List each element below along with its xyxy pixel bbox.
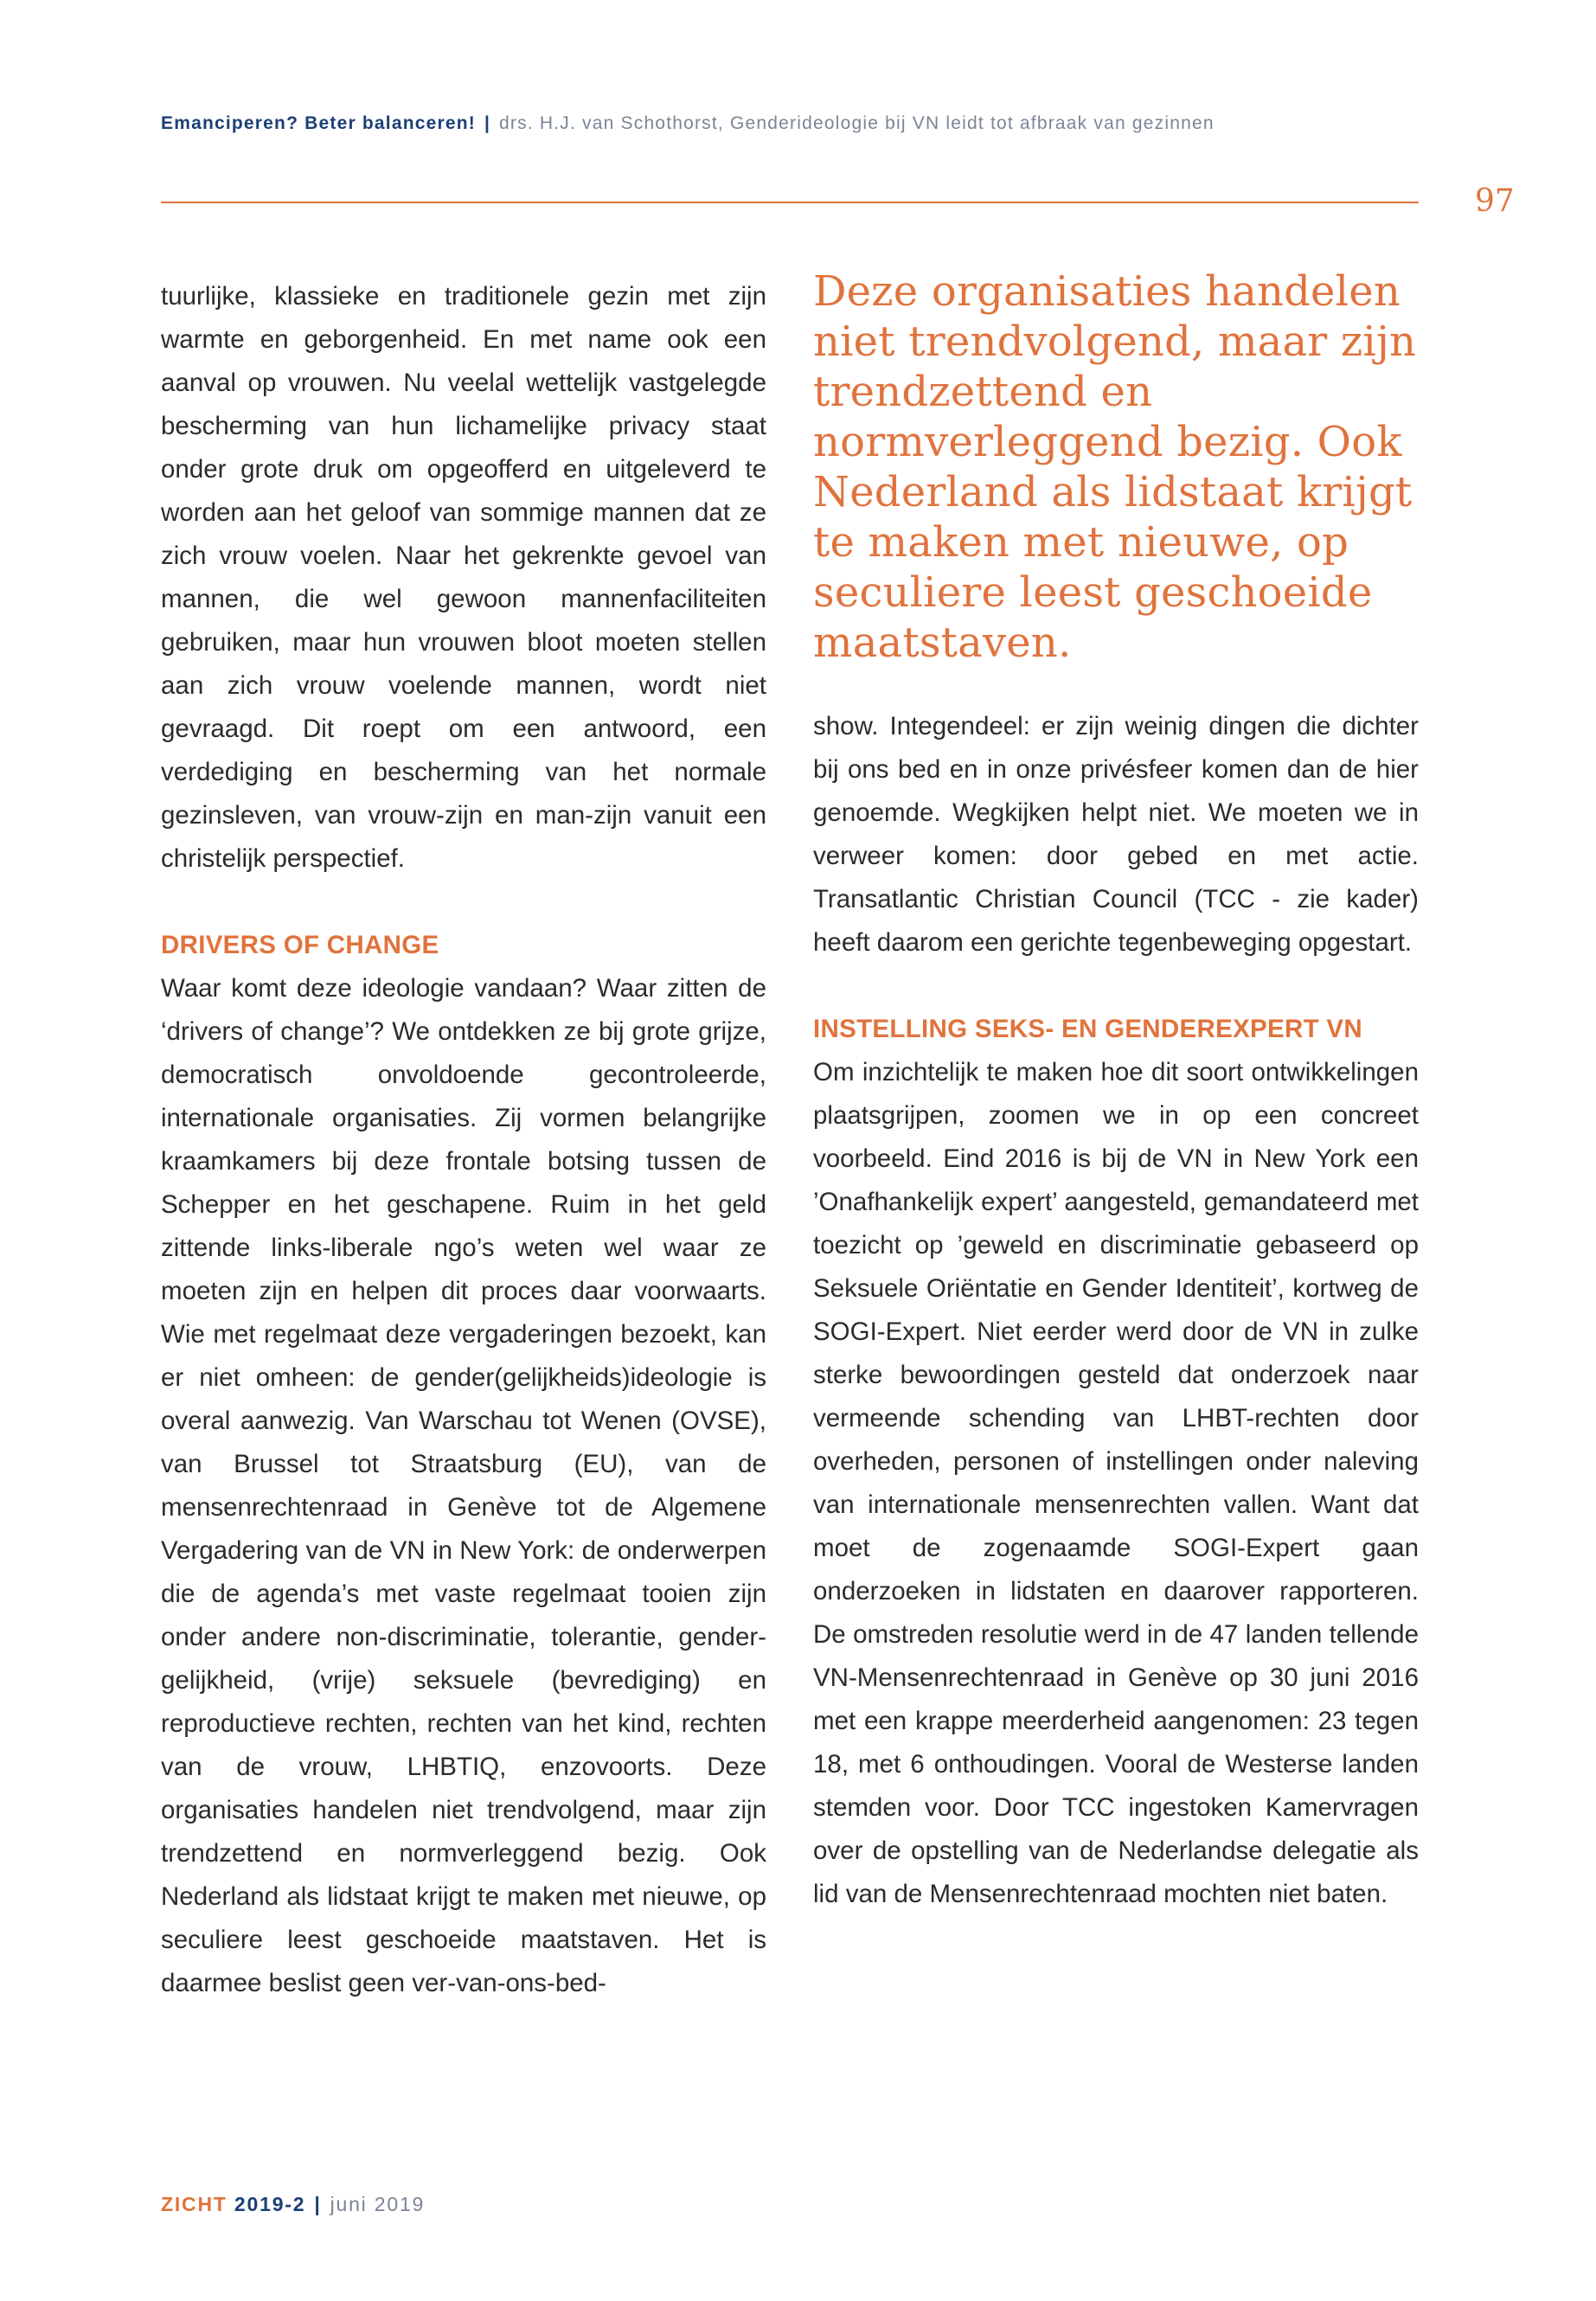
footer-brand: ZICHT: [161, 2193, 228, 2215]
section-heading-drivers-of-change: DRIVERS OF CHANGE: [161, 931, 439, 959]
page-number: 97: [1475, 183, 1515, 219]
header-rule: [161, 202, 1419, 203]
right-column: [813, 705, 1419, 1916]
header-separator: |: [484, 113, 491, 133]
section-heading-seks-en-genderexpert: INSTELLING SEKS- EN GENDEREXPERT VN: [813, 1015, 1362, 1043]
page-footer: [161, 2193, 425, 2216]
magazine-section-title: Emanciperen? Beter balanceren!: [161, 113, 476, 133]
footer-date: juni 2019: [330, 2193, 426, 2215]
pull-quote: [813, 266, 1419, 668]
drivers-of-change-paragraph: Waar komt deze ideologie vandaan? Waar zitten de ‘drivers of change’? We ontdekken ze bij grote grijze, democratisch onvoldoende gecontroleerde, internationale organisaties. Zij vormen belangrijke kraamkamers bij deze frontale botsing tussen de Schepper en het geschapene. Ruim in het geld zittende links-liberale ngo’s weten wel waar ze moeten zijn en helpen dit proces daar voorwaarts. Wie met regelmaat deze vergaderingen bezoekt, kan er niet omheen: de gender(gelijkheids)ideologie is overal aanwezig. Van Warschau tot Wenen (OVSE), van Brussel tot Straatsburg (EU), van de mensenrechtenraad in Genève tot de Algemene Vergadering van de VN in New York: de onderwerpen die de agenda’s met vaste regelmaat tooien zijn onder andere non-discriminatie, tolerantie, gender-gelijkheid, (vrije) seksuele (bevrediging) en reproductieve rechten, rechten van het kind, rechten van de vrouw, LHBTIQ, enzovoorts. Deze organisaties handelen niet trendvolgend, maar zijn trendzettend en normverleggend bezig. Ook Nederland als lidstaat krijgt te maken met nieuwe, op seculiere leest geschoeide maatstaven. Het is daarmee beslist geen ver-van-ons-bed-: [161, 974, 766, 1997]
left-column: [161, 275, 766, 2005]
running-header: [161, 113, 1441, 134]
genderexpert-paragraph: Om inzichtelijk te maken hoe dit soort ontwikkelingen plaatsgrijpen, zoomen we in op een concreet voorbeeld. Eind 2016 is bij de VN in New York een ’Onafhankelijk expert’ aangesteld, gemandateerd met toezicht op ’geweld en discriminatie gebaseerd op Seksuele Oriëntatie en Gender Identiteit’, kortweg de SOGI-Expert. Niet eerder werd door de VN in zulke sterke bewoordingen gesteld dat onderzoek naar vermeende schending van LHBT-rechten door overheden, personen of instellingen onder naleving van internationale mensenrechten vallen. Want dat moet de zogenaamde SOGI-Expert gaan onderzoeken in lidstaten en daarover rapporteren. De omstreden resolutie werd in de 47 landen tellende VN-Mensenrechtenraad in Genève op 30 juni 2016 met een krappe meerderheid aangenomen: 23 tegen 18, met 6 onthoudingen. Vooral de Westerse landen stemden voor. Door TCC ingestoken Kamervragen over de opstelling van de Nederlandse delegatie als lid van de Mensenrechtenraad mochten niet baten.: [813, 1058, 1419, 1908]
footer-separator: |: [314, 2193, 322, 2215]
continued-paragraph: show. Integendeel: er zijn weinig dingen die dichter bij ons bed en in onze privésfeer komen dan de hier genoemde. Wegkijken helpt niet. We moeten we in verweer komen: door gebed en met actie. Transatlantic Christian Council (TCC - zie kader) heeft daarom een gerichte tegenbeweging opgestart.: [813, 712, 1419, 957]
pull-quote-text: Deze organisaties handelen niet trendvolgend, maar zijn trendzettend en normverleggend bezig. Ook Nederland als lidstaat krijgt te maken met nieuwe, op seculiere leest geschoeide maatstaven.: [813, 267, 1417, 667]
article-author-and-title: drs. H.J. van Schothorst, Genderideologie bij VN leidt tot afbraak van gezinnen: [499, 113, 1215, 133]
intro-paragraph: tuurlijke, klassieke en traditionele gezin met zijn warmte en geborgenheid. En met name ook een aanval op vrouwen. Nu veelal wettelijk vastgelegde bescherming van hun lichamelijke privacy staat onder grote druk om opgeofferd en uitgeleverd te worden aan het geloof van sommige mannen dat ze zich vrouw voelen. Naar het gekrenkte gevoel van mannen, die wel gewoon mannenfaciliteiten gebruiken, maar hun vrouwen bloot moeten stellen aan zich vrouw voelende mannen, wordt niet gevraagd. Dit roept om een antwoord, een verdediging en bescherming van het normale gezinsleven, van vrouw-zijn en man-zijn vanuit een christelijk perspectief.: [161, 282, 766, 873]
footer-issue: 2019-2: [234, 2193, 306, 2215]
